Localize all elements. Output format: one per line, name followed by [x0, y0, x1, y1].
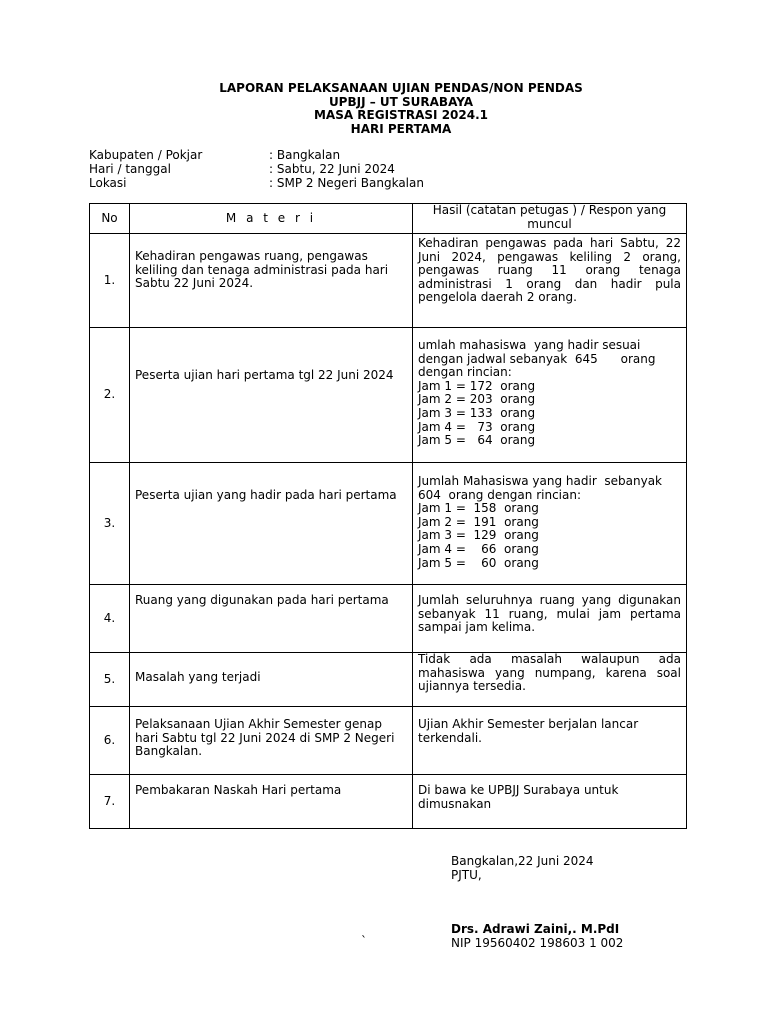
row-hasil: umlah mahasiswa yang hadir sesuai dengan jadwal sebanyak 645 orang dengan rincian: Jam 1 = 172 orang Jam 2 = 203 orang Jam 3 = 133 orang Jam 4 = 73 orang Jam 5 = 64 orang: [413, 328, 687, 463]
header-no: No: [90, 204, 130, 234]
row-hasil: Di bawa ke UPBJJ Surabaya untuk dimusnakan: [413, 775, 687, 829]
row-number: 1.: [90, 234, 130, 328]
signature-place-date: Bangkalan,22 Juni 2024: [451, 854, 594, 868]
row-number: 3.: [90, 463, 130, 585]
meta-value-lokasi: : SMP 2 Negeri Bangkalan: [269, 176, 424, 190]
row-materi: Pelaksanaan Ujian Akhir Semester genap hari Sabtu tgl 22 Juni 2024 di SMP 2 Negeri Bangkalan.: [130, 707, 413, 775]
table-row: [90, 585, 687, 653]
row-materi: Pembakaran Naskah Hari pertama: [130, 775, 413, 829]
signature-role: PJTU,: [451, 868, 482, 882]
title-line-3: MASA REGISTRASI 2024.1: [313, 108, 489, 123]
row-materi: Peserta ujian yang hadir pada hari pertama: [130, 463, 413, 585]
stray-mark: `: [361, 934, 367, 948]
header-hasil: Hasil (catatan petugas ) / Respon yang muncul: [413, 204, 687, 234]
row-materi: Ruang yang digunakan pada hari pertama: [130, 585, 413, 653]
row-number: 4.: [90, 585, 130, 653]
signature-block: [451, 855, 594, 883]
title-line-2: UPBJJ – UT SURABAYA: [328, 94, 474, 109]
table-row: [90, 234, 687, 328]
table-header-row: [90, 204, 687, 234]
meta-label-lokasi: Lokasi: [89, 176, 127, 190]
row-materi: Peserta ujian hari pertama tgl 22 Juni 2024: [130, 328, 413, 463]
meta-label-hari: Hari / tanggal: [89, 162, 171, 176]
row-hasil: Jumlah seluruhnya ruang yang digunakan sebanyak 11 ruang, mulai jam pertama sampai jam kelima.: [413, 585, 687, 653]
row-materi: Masalah yang terjadi: [130, 653, 413, 707]
table-row: [90, 775, 687, 829]
row-hasil: Kehadiran pengawas pada hari Sabtu, 22 Juni 2024, pengawas keliling 2 orang, pengawas ruang 11 orang tenaga administrasi 1 orang dan hadir pula pengelola daerah 2 orang.: [413, 234, 687, 328]
row-number: 6.: [90, 707, 130, 775]
row-number: 7.: [90, 775, 130, 829]
report-table: [89, 203, 687, 829]
row-hasil: Jumlah Mahasiswa yang hadir sebanyak 604 orang dengan rincian: Jam 1 = 158 orang Jam 2 = 191 orang Jam 3 = 129 orang Jam 4 = 66 orang Jam 5 = 60 orang: [413, 463, 687, 585]
row-number: 5.: [90, 653, 130, 707]
meta-value-kabupaten: : Bangkalan: [269, 148, 341, 162]
table-row: [90, 653, 687, 707]
row-hasil: Ujian Akhir Semester berjalan lancar terkendali.: [413, 707, 687, 775]
table-row: [90, 328, 687, 463]
meta-label-kabupaten: Kabupaten / Pokjar: [89, 148, 203, 162]
header-materi: M a t e r i: [130, 204, 413, 234]
report-title: [0, 82, 768, 136]
signature-nip: NIP 19560402 198603 1 002: [451, 936, 624, 950]
title-line-1: LAPORAN PELAKSANAAN UJIAN PENDAS/NON PENDAS: [219, 81, 583, 95]
row-hasil: Tidak ada masalah walaupun ada mahasiswa yang numpang, karena soal ujiannya tersedia.: [413, 653, 687, 707]
signature-name: Drs. Adrawi Zaini,. M.PdI: [451, 922, 620, 936]
table-row: [90, 463, 687, 585]
meta-value-hari: : Sabtu, 22 Juni 2024: [269, 162, 395, 176]
table-row: [90, 707, 687, 775]
row-number: 2.: [90, 328, 130, 463]
title-line-4: HARI PERTAMA: [350, 121, 452, 136]
row-materi: Kehadiran pengawas ruang, pengawas keliling dan tenaga administrasi pada hari Sabtu 22 Juni 2024.: [130, 234, 413, 328]
